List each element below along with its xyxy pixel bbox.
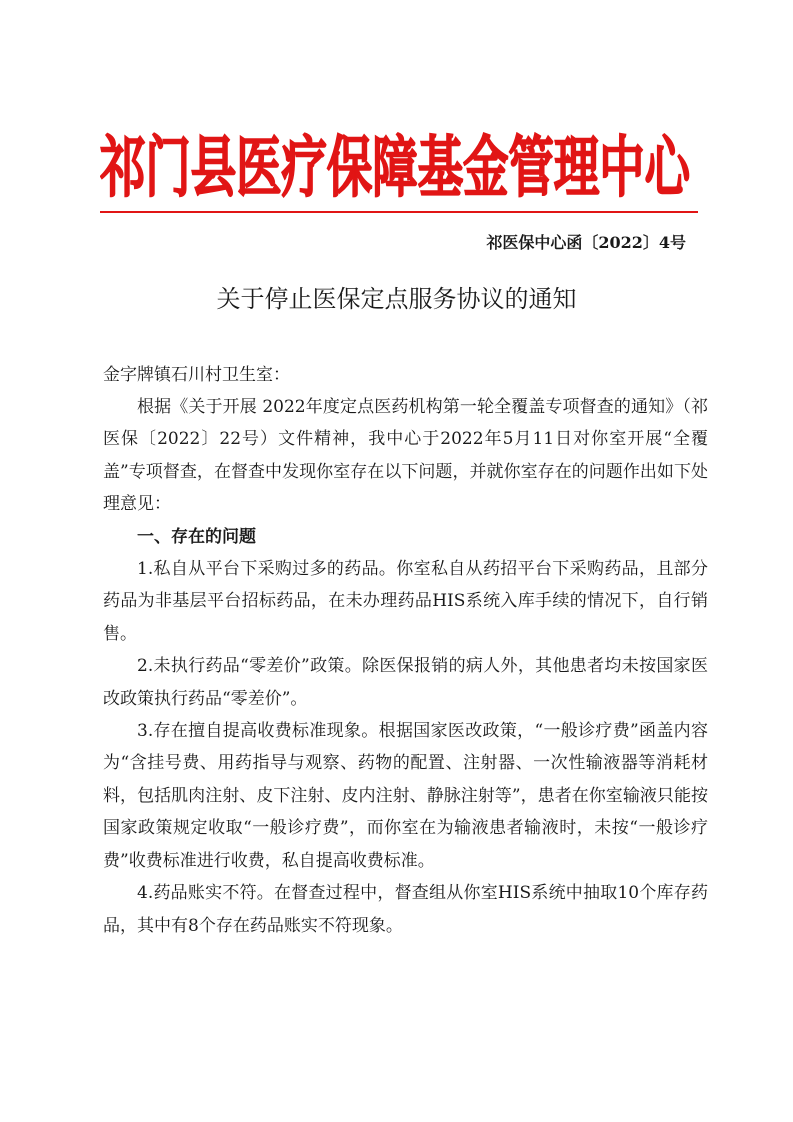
issue-item-3: 3.存在擅自提高收费标准现象。根据国家医改政策，“一般诊疗费”函盖内容为“含挂号费、用药指导与观察、药物的配置、注射器、一次性输液器等消耗材料，包括肌肉注射、皮下注射、皮内注射、静脉注射等”，患者在你室输液只能按国家政策规定收取“一般诊疗费”，而你室在为输液患者输液时，未按“一般诊疗费”收费标准进行收费，私自提高收费标准。 [103, 721, 708, 871]
issue-item-1: 1.私自从平台下采购过多的药品。你室私自从药招平台下采购药品，且部分药品为非基层平台招标药品，在未办理药品HIS系统入库手续的情况下，自行销售。 [103, 559, 708, 644]
addressee: 金字牌镇石川村卫生室： [103, 365, 290, 385]
issue-item-4: 4.药品账实不符。在督查过程中，督查组从你室HIS系统中抽取10个库存药品，其中有8个存在药品账实不符现象。 [103, 883, 708, 936]
document-number: 祁医保中心函〔2022〕4号 [486, 233, 686, 252]
org-name: 祁门县医疗保障基金管理中心 [100, 129, 693, 206]
section-heading: 一、存在的问题 [137, 526, 256, 547]
document-body [103, 391, 708, 942]
intro-paragraph: 根据《关于开展 2022年度定点医药机构第一轮全覆盖专项督查的通知》（祁医保〔2022〕22号）文件精神，我中心于2022年5月11日对你室开展“全覆盖”专项督查，在督查中发现你室存在以下问题，并就你室存在的问题作出如下处理意见： [103, 397, 708, 515]
red-divider [100, 211, 698, 213]
issue-item-2: 2.未执行药品“零差价”政策。除医保报销的病人外，其他患者均未按国家医改政策执行药品“零差价”。 [103, 656, 708, 709]
masthead [100, 108, 695, 208]
document-title: 关于停止医保定点服务协议的通知 [216, 285, 577, 313]
